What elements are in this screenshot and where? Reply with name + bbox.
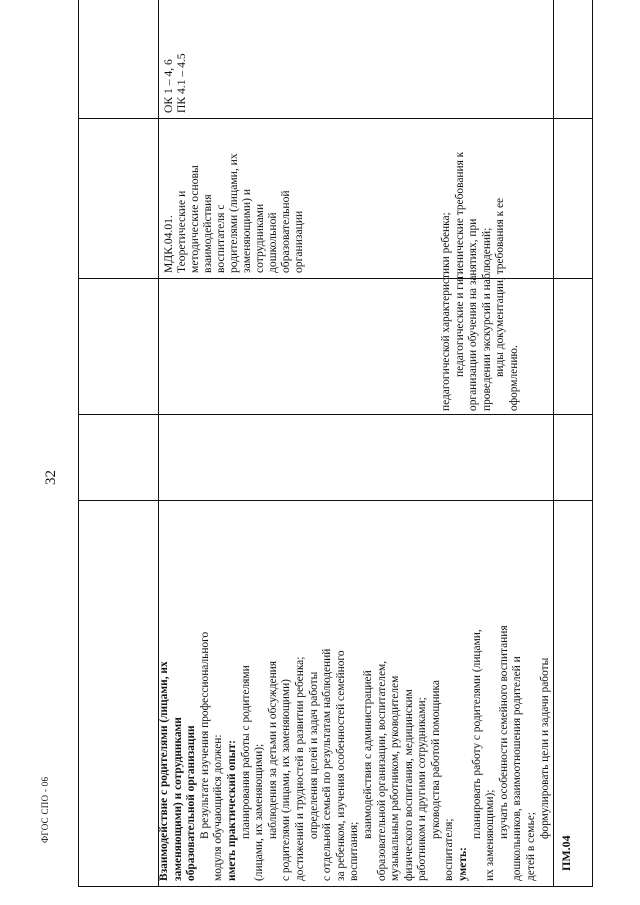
module-title-line: Взаимодействие с родителями (лицами, их [158, 661, 170, 881]
mdk-line: родителями (лицами, их [227, 153, 240, 273]
text-line: музыкальным работником, руководителем [389, 675, 402, 881]
top-row-content [440, 31, 522, 411]
text-line: взаимодействия с администрацией [361, 670, 374, 839]
text-line: за ребенком, изучения особенностей семейного [334, 650, 347, 881]
table-border-line [592, 0, 593, 887]
mdk-line: Теоретические и [175, 190, 188, 273]
page-number: 32 [43, 470, 59, 485]
text-line: воспитания; [348, 821, 361, 881]
text-line: педагогической характеристики ребенка; [440, 212, 452, 411]
mdk-line: сотрудниками [253, 203, 266, 273]
table-border-line [78, 414, 592, 415]
page-footer: ФГОС СПО - 06 [40, 776, 50, 843]
text-line: детей в семье; [525, 812, 538, 881]
text-line: их заменяющими); [484, 789, 497, 881]
mdk-line: дошкольной [266, 212, 279, 273]
table-border-line [78, 886, 592, 887]
text-line: проведении экскурсий и наблюдений; [480, 227, 493, 411]
module-title-line: заменяющими) и сотрудниками [171, 717, 184, 881]
text-line: иметь практический опыт: [225, 740, 238, 881]
text-line: с родителями (лицами, их заменяющими) [280, 679, 293, 881]
text-line: оформлению. [507, 345, 520, 411]
text-line: определения целей и задач работы [307, 671, 320, 839]
table-border-line [78, 0, 79, 887]
text-line: воспитателя; [443, 818, 456, 881]
module-code: ПМ.04 [559, 835, 573, 871]
text-line: физического воспитания, медицинским [402, 689, 415, 881]
text-line: изучать особенности семейного воспитания [497, 625, 510, 839]
text-line: виды документации, требования к ее [494, 197, 507, 377]
text-line: достижений и трудностей в развитии ребенка; [293, 656, 306, 881]
text-line: модуля обучающийся должен: [212, 734, 225, 881]
mdk-line: МДК.04.01. [162, 215, 175, 273]
module-content [158, 501, 552, 881]
text-line: организации обучения на занятиях, при [467, 218, 480, 411]
text-line: дошкольников, взаимоотношения родителей и [511, 656, 524, 881]
text-line: работником и другими сотрудниками; [416, 697, 429, 881]
text-line: планировать работу с родителями (лицами, [470, 629, 483, 839]
mdk-line: образовательной [279, 190, 292, 273]
text-line: наблюдения за детьми и обсуждения [266, 660, 279, 839]
mdk-line: воспитателя с [214, 204, 227, 273]
text-line: планирования работы с родителями [239, 665, 252, 839]
text-line: (лицами, их заменяющими); [253, 743, 266, 881]
table-border-line [553, 0, 554, 887]
text-line: руководства работой помощника [429, 680, 442, 839]
competencies-cell: ОК 1 – 4, 6 ПК 4.1 – 4.5 [162, 53, 188, 113]
mdk-line: взаимодействия [201, 194, 214, 273]
mdk-cell [162, 123, 305, 273]
mdk-line: заменяющими) и [240, 188, 253, 273]
text-line: педагогические и гигиенические требования к [453, 151, 466, 377]
module-title-line: образовательной организации [185, 725, 198, 881]
text-line: формулировать цели и задачи работы [538, 657, 551, 839]
mdk-line: организации [292, 210, 305, 273]
text-line: В результате изучения профессионального [198, 631, 211, 839]
text-line: образовательной организации, воспитателем, [375, 660, 388, 881]
mdk-line: методические основы [188, 165, 201, 273]
text-line: уметь: [457, 847, 470, 881]
text-line: с отдельной семьей по результатам наблюдений [321, 648, 334, 881]
